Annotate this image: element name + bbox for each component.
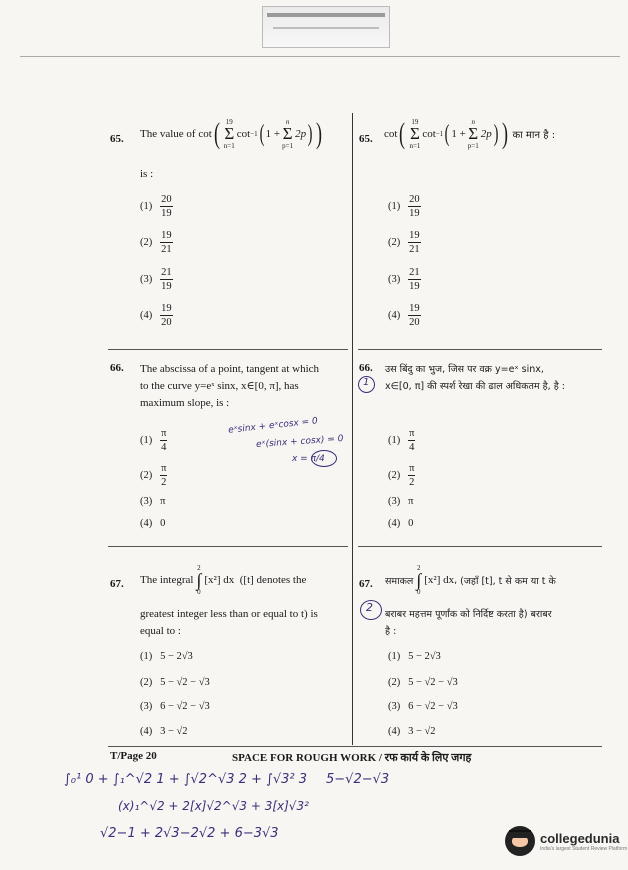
logo-brand: collegedunia bbox=[540, 830, 620, 846]
q67-number-hi: 67. bbox=[359, 578, 373, 590]
q66-option-2-hi: (2) $\frac{\pi}{2}$ bbox=[388, 463, 415, 488]
q66-option-3-hi: (3) π bbox=[388, 496, 414, 507]
q66-option-2-en: (2) $\frac{\pi}{2}$ bbox=[140, 463, 167, 488]
q65-option-4-hi: (4) $\frac{19}{20}$ bbox=[388, 303, 420, 328]
column-divider bbox=[352, 113, 353, 745]
q67-line3-en: equal to : bbox=[140, 625, 181, 637]
q66-line1-hi: उस बिंदु का भुज, जिस पर वक्र y=eˣ sinx, bbox=[385, 364, 544, 375]
q66-option-4-hi: (4) 0 bbox=[388, 518, 414, 529]
q65-option-3-hi: (3) $\frac{21}{19}$ bbox=[388, 267, 420, 292]
top-rule bbox=[20, 56, 620, 57]
handwritten-circle-answer bbox=[311, 450, 337, 467]
q67-integral-en: 2 ∫ 0 bbox=[196, 564, 202, 596]
handwritten-rough-answer: 5−√2−√3 bbox=[326, 772, 390, 787]
q67-option-3-hi: (3) 6 − √2 − √3 bbox=[388, 701, 458, 712]
rough-work-heading: SPACE FOR ROUGH WORK / रफ कार्य के लिए जगह bbox=[232, 752, 472, 764]
q67-option-2-hi: (2) 5 − √2 − √3 bbox=[388, 677, 458, 688]
q67-option-3-en: (3) 6 − √2 − √3 bbox=[140, 701, 210, 712]
q65-tail-en: is : bbox=[140, 168, 154, 180]
q66-line2-hi: x∈[0, π] की स्पर्श रेखा की ढाल अधिकतम है, है : bbox=[385, 381, 565, 392]
separator-66-67-hi bbox=[358, 546, 602, 547]
q66-option-1-en: (1) $\frac{\pi}{4}$ bbox=[140, 428, 167, 453]
handwritten-mark-q67: 2 bbox=[366, 601, 373, 614]
q65-inner-sum: n Σ p=1 bbox=[282, 118, 294, 150]
q65-option-3-en: (3) $\frac{21}{19}$ bbox=[140, 267, 172, 292]
q65-option-2-en: (2) $\frac{19}{21}$ bbox=[140, 230, 172, 255]
q66-option-1-hi: (1) $\frac{\pi}{4}$ bbox=[388, 428, 415, 453]
q66-line1-en: The abscissa of a point, tangent at which bbox=[140, 363, 320, 375]
q66-option-3-en: (3) π bbox=[140, 496, 166, 507]
handwritten-rough-line-2: (x)₁^√2 + 2[x]√2^√3 + 3[x]√3² bbox=[118, 799, 309, 813]
q65-expression-en: The value of cot ( 19 Σ n=1 cot −1 ( 1 + n Σ p=1 2p ) ) bbox=[140, 117, 323, 150]
q67-option-2-en: (2) 5 − √2 − √3 bbox=[140, 677, 210, 688]
q65-outer-sum: 19 Σ n=1 bbox=[223, 118, 235, 150]
q67-line1-hi: समाकल 2 ∫ 0 [x²] dx , (जहाँ [t], t से कम या t के bbox=[385, 564, 556, 596]
q67-option-4-en: (4) 3 − √2 bbox=[140, 726, 188, 737]
q67-line2-hi: बराबर महत्तम पूर्णांक को निर्दिष्ट करता है) बराबर bbox=[385, 609, 552, 620]
q65-lead-text: The value of bbox=[140, 128, 196, 140]
handwritten-q66-note-1: eˣsinx + eˣcosx = 0 bbox=[227, 416, 319, 436]
binder-clip bbox=[262, 6, 390, 48]
q66-option-4-en: (4) 0 bbox=[140, 518, 166, 529]
collegedunia-logo bbox=[505, 826, 627, 856]
page-number: T/Page 20 bbox=[110, 750, 157, 762]
q66-line2-en: to the curve y=eˣ sinx, x∈[0, π], has bbox=[140, 380, 299, 392]
q67-line1-en: The integral 2 ∫ 0 [x²] dx ([t] denotes the bbox=[140, 564, 307, 596]
handwritten-q66-note-2: eˣ(sinx + cosx) = 0 bbox=[255, 433, 344, 451]
q65-expression-hi: cot ( 19 Σ n=1 cot −1 ( 1 + n Σ p=1 2p ) ) का मान है : bbox=[384, 117, 556, 150]
q65-option-1-hi: (1) $\frac{20}{19}$ bbox=[388, 194, 420, 219]
q65-number-en: 65. bbox=[110, 133, 124, 145]
q67-option-1-hi: (1) 5 − 2√3 bbox=[388, 651, 441, 662]
q67-number-en: 67. bbox=[110, 578, 124, 590]
q65-option-4-en: (4) $\frac{19}{20}$ bbox=[140, 303, 172, 328]
separator-65-66-en bbox=[108, 349, 348, 350]
q67-option-1-en: (1) 5 − 2√3 bbox=[140, 651, 193, 662]
separator-65-66-hi bbox=[358, 349, 602, 350]
q65-number-hi: 65. bbox=[359, 133, 373, 145]
q65-option-1-en: (1) $\frac{20}{19}$ bbox=[140, 194, 172, 219]
handwritten-q66-note-3: x = π/4 bbox=[292, 454, 325, 464]
q67-line2-en: greatest integer less than or equal to t) is bbox=[140, 608, 318, 620]
q66-number-hi: 66. bbox=[359, 362, 373, 374]
separator-footer bbox=[108, 746, 602, 747]
q65-option-2-hi: (2) $\frac{19}{21}$ bbox=[388, 230, 420, 255]
logo-tagline: India's largest Student Review Platform bbox=[540, 845, 628, 852]
q67-line3-hi: है : bbox=[385, 626, 397, 637]
q66-line3-en: maximum slope, is : bbox=[140, 397, 230, 409]
separator-66-67-en bbox=[108, 546, 348, 547]
handwritten-rough-line-1: ∫₀¹ 0 + ∫₁^√2 1 + ∫√2^√3 2 + ∫√3² 3 bbox=[64, 772, 308, 787]
q66-number-en: 66. bbox=[110, 362, 124, 374]
handwritten-rough-line-3: √2−1 + 2√3−2√2 + 6−3√3 bbox=[100, 826, 279, 841]
handwritten-mark-q66: 1 bbox=[363, 377, 370, 388]
q67-option-4-hi: (4) 3 − √2 bbox=[388, 726, 436, 737]
student-mascot-icon bbox=[505, 826, 535, 856]
